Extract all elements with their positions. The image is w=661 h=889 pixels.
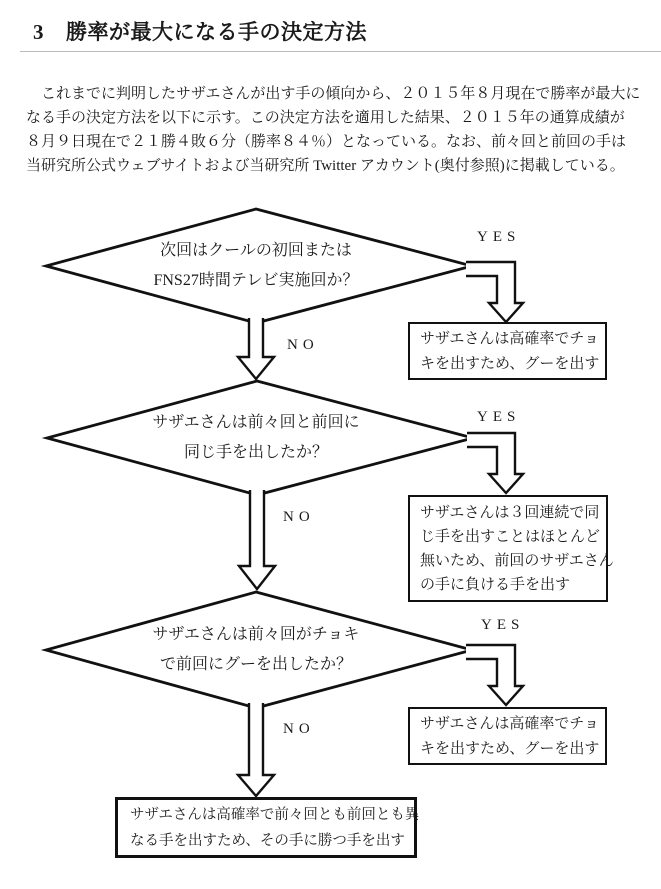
section-number: 3 — [33, 20, 44, 44]
yes-label-3: YES — [481, 617, 525, 633]
no-label-1: NO — [287, 337, 319, 353]
result-box-1: サザエさんは高確率でチョ キを出すため、グーを出す — [408, 322, 607, 380]
result-box-3: サザエさんは高確率でチョ キを出すため、グーを出す — [408, 707, 607, 765]
no-arrow-1 — [238, 318, 274, 379]
yes-label-1: YES — [477, 229, 521, 245]
yes-label-2: YES — [477, 409, 521, 425]
result-box-2: サザエさんは３回連続で同 じ手を出すことはほとんど 無いため、前回のサザエさん の手に負ける手を出す — [408, 495, 608, 602]
no-arrow-3 — [238, 703, 274, 796]
no-label-2: NO — [283, 509, 315, 525]
yes-arrow-2 — [467, 433, 523, 493]
yes-arrow-1 — [466, 262, 523, 322]
yes-arrow-3 — [466, 645, 523, 705]
result-box-4: サザエさんは高確率で前々回とも前回とも異 なる手を出すため、その手に勝つ手を出す — [115, 797, 417, 858]
decision-2-text: サザエさんは前々回と前回に 同じ手を出したか？ — [152, 414, 360, 461]
decision-1-text: 次回はクールの初回または FNS27時間テレビ実施回か？ — [153, 242, 359, 289]
section-title: 勝率が最大になる手の決定方法 — [66, 20, 367, 44]
decision-3-text: サザエさんは前々回がチョキ で前回にグーを出したか？ — [152, 626, 360, 673]
no-arrow-2 — [239, 490, 275, 589]
body-paragraph: これまでに判明したサザエさんが出す手の傾向から、２０１５年８月現在で勝率が最大に なる手の決定方法を以下に示す。この決定方法を適用した結果、２０１５年の通算成績が ８月９日現在で２１勝４敗６分（勝率８４％）となっている。なお、前々回と前回の手は 当研究所公式ウェブサイトおよび当研究所 Twitter アカウント(奥付参照)に掲載している。 — [26, 86, 641, 174]
no-label-3: NO — [283, 721, 315, 737]
